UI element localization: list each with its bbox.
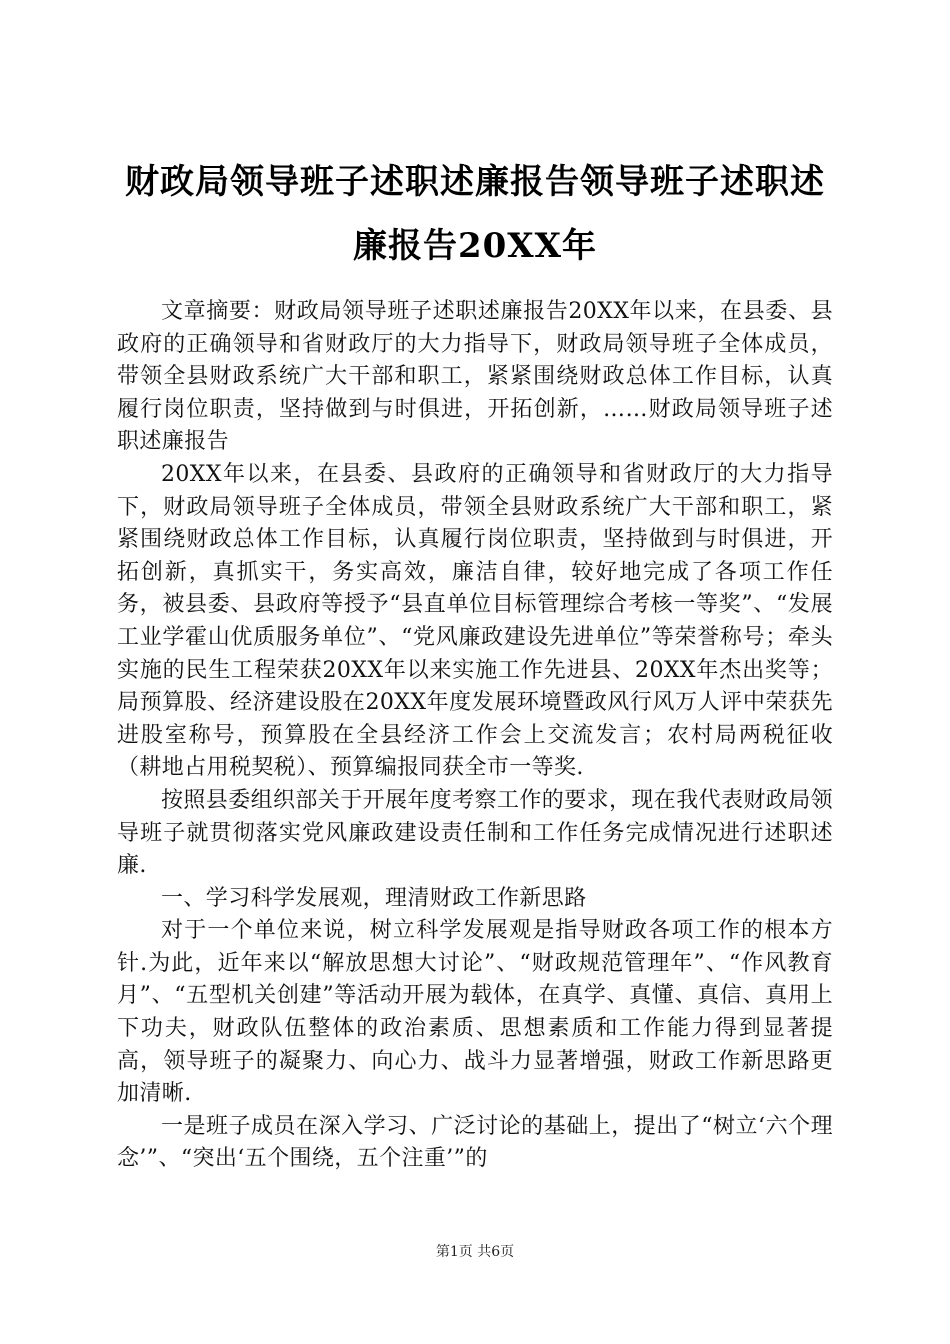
paragraph-abstract: 文章摘要：财政局领导班子述职述廉报告20XX年以来，在县委、县政府的正确领导和省财政厅的大力指导下，财政局领导班子全体成员，带领全县财政系统广大干部和职工，紧紧围绕财政总体工作目标，认真履行岗位职责，坚持做到与时俱进，开拓创新，……财政局领导班子述职述廉报告 [117, 299, 833, 455]
paragraph-intro: 20XX年以来，在县委、县政府的正确领导和省财政厅的大力指导下，财政局领导班子全体成员，带领全县财政系统广大干部和职工，紧紧围绕财政总体工作目标，认真履行岗位职责，坚持做到与时俱进，开拓创新，真抓实干，务实高效，廉洁自律，较好地完成了各项工作任务，被县委、县政府等授予“县直单位目标管理综合考核一等奖”、“发展工业学霍山优质服务单位”、“党风廉政建设先进单位”等荣誉称号；牵头实施的民生工程荣获20XX年以来实施工作先进县、20XX年杰出奖等；局预算股、经济建设股在20XX年度发展环境暨政风行风万人评中荣获先进股室称号，预算股在全县经济工作会上交流发言；农村局两税征收（耕地占用税契税）、预算编报同获全市一等奖. [117, 461, 833, 781]
page-footer: 第1页 共6页 [435, 1244, 515, 1260]
document-title: 财政局领导班子述职述廉报告领导班子述职述廉报告20XX年 [125, 162, 825, 266]
paragraph-purpose: 按照县委组织部关于开展年度考察工作的要求，现在我代表财政局领导班子就贯彻落实党风廉政建设责任制和工作任务完成情况进行述职述廉. [117, 787, 834, 879]
document-body [117, 296, 833, 1176]
section-heading-1: 一、学习科学发展观，理清财政工作新思路 [161, 885, 587, 911]
paragraph-section-1: 对于一个单位来说，树立科学发展观是指导财政各项工作的根本方针.为此，近年来以“解放思想大讨论”、“财政规范管理年”、“作风教育月”、“五型机关创建”等活动开展为载体，在真学、真懂、真信、真用上下功夫，财政队伍整体的政治素质、思想素质和工作能力得到显著提高，领导班子的凝聚力、向心力、战斗力显著增强，财政工作新思路更加清晰. [117, 918, 833, 1107]
paragraph-point-1: 一是班子成员在深入学习、广泛讨论的基础上，提出了“树立‘六个理念’”、“突出‘五个围绕，五个注重’”的 [117, 1113, 833, 1172]
